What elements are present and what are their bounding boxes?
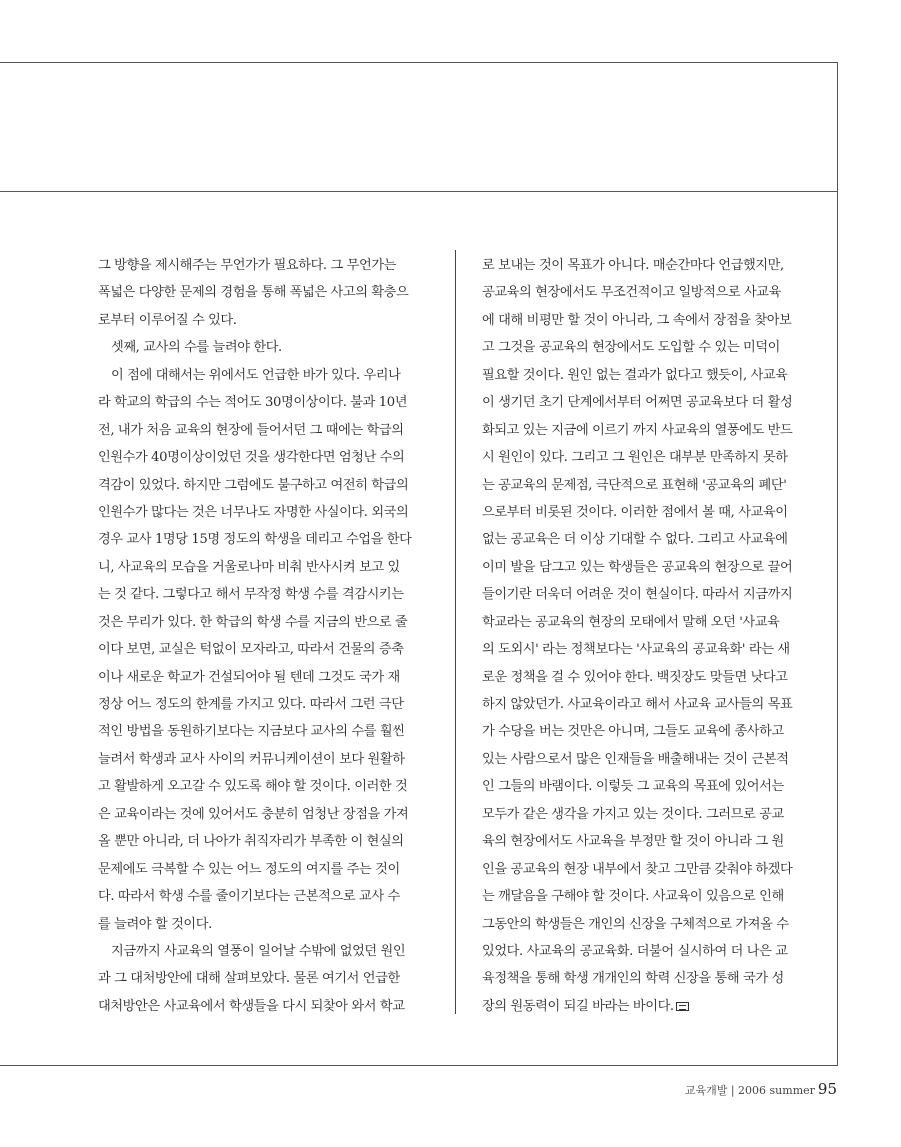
text-line: 문제에도 극복할 수 있는 어느 정도의 여지를 주는 것이 [98,861,400,877]
text-line: 하지 않았던가. 사교육이라고 해서 사교육 교사들의 목표 [482,697,793,712]
text-line: 인원수가 많다는 것은 너무나도 자명한 사실이다. 외국의 [98,504,409,520]
page-number: 95 [817,1080,837,1098]
text-line: 것은 무리가 있다. 한 학급의 학생 수를 지금의 반으로 줄 [98,614,408,630]
text-line: 는 공교육의 문제점, 극단적으로 표현해 '공교육의 폐단' [482,477,787,493]
text-line: 의 도외시' 라는 정책보다는 '사교육의 공교육화' 라는 새 [482,642,790,658]
text-line: 폭넓은 다양한 문제의 경험을 통해 폭넓은 사고의 확충으 [98,285,409,301]
text-line: 니, 사교육의 모습을 거울로나마 비춰 반사시켜 보고 있 [98,559,400,575]
text-line: 있었다. 사교육의 공교육화. 더불어 실시하여 더 나은 교 [482,943,788,959]
text-line: 정상 어느 정도의 한계를 가지고 있다. 따라서 그런 극단 [98,697,404,712]
text-line: 올 뿐만 아니라, 더 나아가 취직자리가 부족한 이 현실의 [98,834,404,850]
text-line: 인을 공교육의 현장 내부에서 찾고 그만큼 갖춰야 하겠다 [482,861,793,877]
text-line: 에 대해 비평만 할 것이 아니라, 그 속에서 장점을 찾아보 [482,312,792,328]
text-line: 들이기란 더욱더 어려운 것이 현실이다. 따라서 지금까지 [482,587,793,603]
text-line: 으로부터 비롯된 것이다. 이러한 점에서 볼 때, 사교육이 [482,504,788,520]
text-line: 로운 정책을 걸 수 있어야 한다. 백짓장도 맞들면 낫다고 [482,669,788,685]
header-rule [0,191,838,192]
text-line: 지금까지 사교육의 열풍이 일어날 수밖에 없었던 원인 [111,943,406,959]
text-line: 셋째, 교사의 수를 늘려야 한다. [111,340,282,356]
end-of-article-mark-icon [676,1002,689,1011]
text-line: 그동안의 학생들은 개인의 신장을 구체적으로 가져올 수 [482,916,789,932]
text-line: 로부터 이루어질 수 있다. [98,312,237,328]
text-line: 경우 교사 1명당 15명 정도의 학생을 데리고 수업을 한다 [98,532,412,548]
text-line: 공교육의 현장에서도 무조건적이고 일방적으로 사교육 [482,285,781,301]
text-line: 이다 보면, 교실은 턱없이 모자라고, 따라서 건물의 증축 [98,642,404,658]
text-line: 필요할 것이다. 원인 없는 결과가 없다고 했듯이, 사교육 [482,367,788,383]
right-column [482,252,804,1020]
text-line: 과 그 대처방안에 대해 살펴보았다. 물론 여기서 언급한 [98,971,400,987]
text-line: 대처방안은 사교육에서 학생들을 다시 되찾아 와서 학교 [98,998,405,1014]
text-line: 시 원인이 있다. 그리고 그 원인은 대부분 만족하지 못하 [482,450,788,466]
text-line: 전, 내가 처음 교육의 현장에 들어서던 그 때에는 학급의 [98,422,404,438]
text-line: 를 늘려야 할 것이다. [98,916,212,932]
text-line-content: 장의 원동력이 되길 바라는 바이다. [482,998,674,1014]
text-line: 학교라는 공교육의 현장의 모태에서 말해 오던 '사교육 [482,614,780,630]
column-divider [455,250,456,1014]
text-line: 있는 사람으로서 많은 인재들을 배출해내는 것이 근본적 [482,751,789,767]
text-line: 다. 따라서 학생 수를 줄이기보다는 근본적으로 교사 수 [98,889,400,905]
last-text-line [482,993,804,1020]
text-line: 인 그들의 바램이다. 이렇듯 그 교육의 목표에 있어서는 [482,779,784,795]
text-line: 이나 새로운 학교가 건설되어야 될 텐데 그것도 국가 재 [98,669,400,685]
text-line: 이 점에 대해서는 위에서도 언급한 바가 있다. 우리나 [111,367,401,383]
left-column [98,252,420,1020]
text-line: 은 교육이라는 것에 있어서도 충분히 엄청난 장점을 가져 [98,806,409,822]
text-line: 고 활발하게 오고갈 수 있도록 해야 할 것이다. 이러한 것 [98,779,408,795]
publication-info: 교육개발 | 2006 summer [684,1084,815,1097]
text-line: 격감이 있었다. 하지만 그럼에도 불구하고 여전히 학급의 [98,477,409,493]
text-line: 화되고 있는 지금에 이르기 까지 사교육의 열풍에도 반드 [482,422,793,438]
text-line: 없는 공교육은 더 이상 기대할 수 없다. 그리고 사교육에 [482,532,788,548]
text-line: 이미 발을 담그고 있는 학생들은 공교육의 현장으로 끌어 [482,559,793,575]
text-line: 가 수당을 버는 것만은 아니며, 그들도 교육에 종사하고 [482,724,784,740]
text-line: 모두가 같은 생각을 가지고 있는 것이다. 그러므로 공교 [482,806,784,822]
text-line: 는 깨달음을 구해야 할 것이다. 사교육이 있음으로 인해 [482,889,784,905]
text-line: 고 그것을 공교육의 현장에서도 도입할 수 있는 미덕이 [482,340,781,356]
text-line: 육의 현장에서도 사교육을 부정만 할 것이 아니라 그 원 [482,834,784,850]
text-line: 육정책을 통해 학생 개개인의 학력 신장을 통해 국가 성 [482,971,784,987]
text-line: 라 학교의 학급의 수는 적어도 30명이상이다. 불과 10년 [98,395,408,411]
text-line: 인원수가 40명이상이었던 것을 생각한다면 엄청난 수의 [98,450,405,466]
text-line: 는 것 같다. 그렇다고 해서 무작정 학생 수를 격감시키는 [98,587,404,603]
text-line: 로 보내는 것이 목표가 아니다. 매순간마다 언급했지만, [482,258,784,273]
page-footer [685,1080,837,1098]
text-line: 그 방향을 제시해주는 무언가가 필요하다. 그 무언가는 [98,258,397,273]
text-line: 늘려서 학생과 교사 사이의 커뮤니케이션이 보다 원활하 [98,751,405,767]
text-line: 적인 방법을 동원하기보다는 지금보다 교사의 수를 훨씬 [98,724,405,740]
text-line: 이 생기던 초기 단계에서부터 어쩌면 공교육보다 더 활성 [482,395,793,411]
